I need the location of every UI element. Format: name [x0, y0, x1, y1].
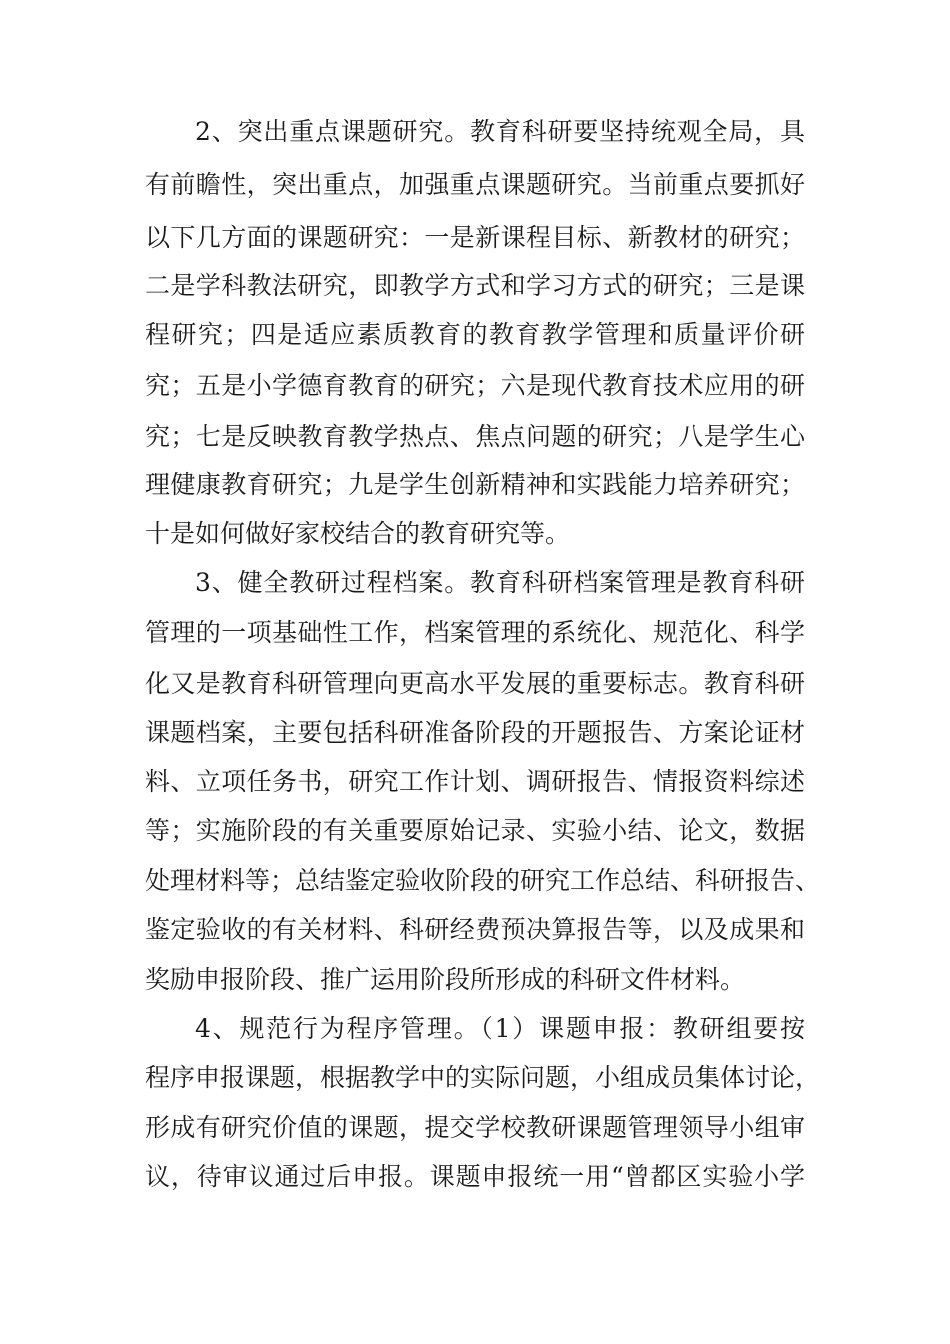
paragraph-3-line-1: 3、健全教研过程档案。教育科研档案管理是教育科研 [195, 568, 805, 597]
paragraph-2-line-8: 理健康教育研究；九是学生创新精神和实践能力培养研究； [145, 470, 805, 499]
paragraph-2-line-1: 2、突出重点课题研究。教育科研要坚持统观全局，具 [195, 117, 805, 146]
paragraph-4-line-4: 议，待审议通过后申报。课题申报统一用“曾都区实验小学 [145, 1162, 805, 1191]
paragraph-3-line-2: 管理的一项基础性工作，档案管理的系统化、规范化、科学 [145, 618, 805, 647]
paragraph-3-line-7: 处理材料等；总结鉴定验收阶段的研究工作总结、科研报告、 [145, 866, 821, 895]
paragraph-4-line-3: 形成有研究价值的课题，提交学校教研课题管理领导小组审 [145, 1113, 805, 1142]
paragraph-3-line-4: 课题档案，主要包括科研准备阶段的开题报告、方案论证材 [145, 718, 805, 747]
paragraph-4-line-2: 程序申报课题，根据教学中的实际问题，小组成员集体讨论， [145, 1063, 821, 1092]
paragraph-2-line-4: 二是学科教法研究，即教学方式和学习方式的研究；三是课 [145, 271, 805, 300]
paragraph-2-line-6: 究；五是小学德育教育的研究；六是现代教育技术应用的研 [145, 371, 805, 400]
paragraph-2-line-7: 究；七是反映教育教学热点、焦点问题的研究；八是学生心 [145, 422, 805, 451]
paragraph-2-line-5: 程研究；四是适应素质教育的教育教学管理和质量评价研 [145, 320, 805, 349]
paragraph-3-line-5: 料、立项任务书，研究工作计划、调研报告、情报资料综述 [145, 767, 805, 796]
paragraph-4-line-1: 4、规范行为程序管理。（1）课题申报：教研组要按 [195, 1014, 805, 1043]
paragraph-2-line-3: 以下几方面的课题研究：一是新课程目标、新教材的研究； [145, 223, 805, 252]
paragraph-2-line-9: 十是如何做好家校结合的教育研究等。 [145, 519, 571, 548]
paragraph-3-line-9: 奖励申报阶段、推广运用阶段所形成的科研文件材料。 [145, 965, 746, 994]
paragraph-3-line-8: 鉴定验收的有关材料、科研经费预决算报告等，以及成果和 [145, 915, 805, 944]
paragraph-3-line-6: 等；实施阶段的有关重要原始记录、实验小结、论文，数据 [145, 816, 805, 845]
paragraph-3-line-3: 化又是教育科研管理向更高水平发展的重要标志。教育科研 [145, 669, 805, 698]
paragraph-2-line-2: 有前瞻性，突出重点，加强重点课题研究。当前重点要抓好 [145, 170, 805, 199]
